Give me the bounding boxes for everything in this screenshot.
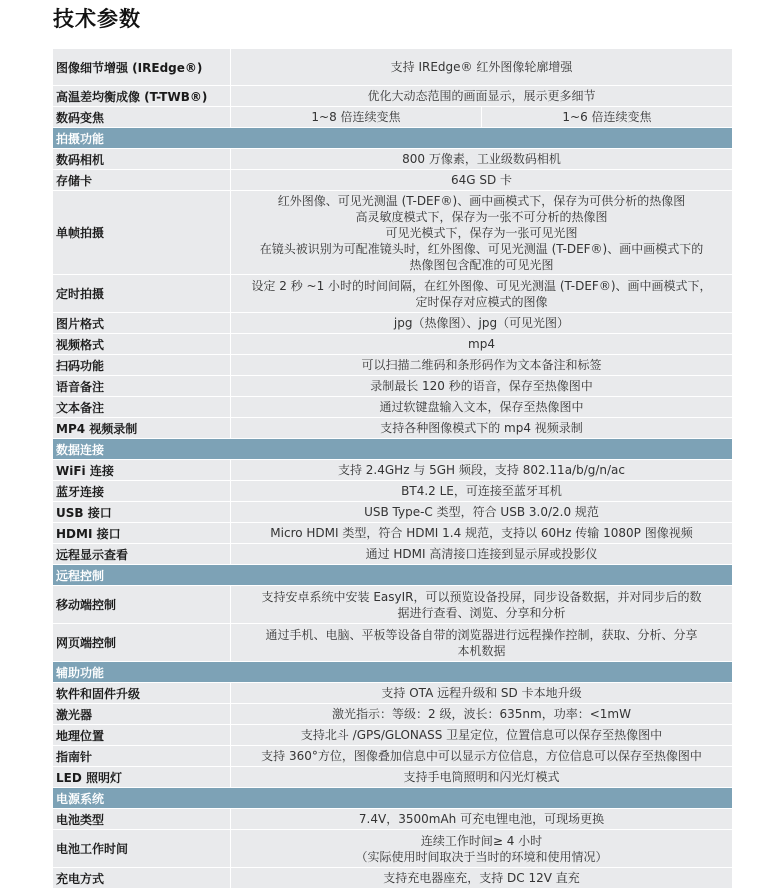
spec-label: 图片格式: [53, 313, 231, 333]
page-title: 技术参数: [53, 7, 141, 31]
spec-row-led: [53, 767, 732, 788]
spec-row-ttwb: [53, 86, 732, 107]
spec-value-model-a: 1~8 倍连续变焦: [311, 110, 401, 124]
spec-label: 地理位置: [53, 725, 231, 745]
spec-label: 远程显示查看: [53, 544, 231, 564]
spec-row-single-shot: [53, 191, 732, 275]
spec-row-remote-view: [53, 544, 732, 565]
spec-value: 支持 IREdge® 红外图像轮廓增强: [390, 60, 573, 74]
spec-value: 支持充电器座充，支持 DC 12V 直充: [383, 871, 580, 885]
spec-value-line: 设定 2 秒 ~1 小时的时间间隔，在红外图像、可见光测温 (T-DEF®)、画中画模式下，: [251, 278, 712, 293]
spec-label: 扫码功能: [53, 355, 231, 375]
spec-label: 电池类型: [53, 809, 231, 829]
spec-row-web-control: [53, 624, 732, 662]
spec-row-location: [53, 725, 732, 746]
spec-row-voice-note: [53, 376, 732, 397]
spec-table: [53, 49, 732, 889]
spec-label: 软件和固件升级: [53, 683, 231, 703]
spec-label: MP4 视频录制: [53, 418, 231, 438]
spec-row-runtime: [53, 830, 732, 868]
spec-value: 支持 2.4GHz 与 5GH 频段，支持 802.11a/b/g/n/ac: [337, 463, 626, 477]
spec-row-usb: [53, 502, 732, 523]
spec-row-wifi: [53, 460, 732, 481]
spec-label: 数码变焦: [53, 107, 231, 127]
spec-value: 优化大动态范围的画面显示，展示更多细节: [367, 89, 596, 103]
spec-value: 激光指示：等级：2 级，波长：635nm，功率：<1mW: [332, 707, 631, 721]
spec-value: 录制最长 120 秒的语音，保存至热像图中: [370, 379, 593, 393]
spec-row-timed-shot: [53, 275, 732, 313]
spec-label: USB 接口: [53, 502, 231, 522]
spec-value: BT4.2 LE，可连接至蓝牙耳机: [401, 484, 562, 498]
spec-row-zoom: [53, 107, 732, 128]
section-header-power: 电源系统: [53, 788, 732, 809]
spec-value-line: 本机数据: [457, 643, 506, 658]
spec-value: 支持北斗 /GPS/GLONASS 卫星定位，位置信息可以保存至热像图中: [300, 728, 663, 742]
spec-row-video-format: [53, 334, 732, 355]
spec-value: 7.4V，3500mAh 可充电锂电池，可现场更换: [358, 812, 605, 826]
spec-row-iredge: [53, 49, 732, 86]
spec-value: [231, 191, 732, 274]
spec-value-split: [231, 107, 732, 127]
spec-row-upgrade: [53, 683, 732, 704]
spec-value: [231, 586, 732, 623]
spec-value: 可以扫描二维码和条形码作为文本备注和标签: [361, 358, 602, 372]
spec-value: 64G SD 卡: [450, 173, 513, 187]
spec-value: USB Type-C 类型，符合 USB 3.0/2.0 规范: [364, 505, 599, 519]
spec-label: 单帧拍摄: [53, 191, 231, 274]
spec-label: 语音备注: [53, 376, 231, 396]
spec-row-bluetooth: [53, 481, 732, 502]
spec-value-model-b: 1~6 倍连续变焦: [481, 107, 732, 127]
spec-label: 移动端控制: [53, 586, 231, 623]
spec-label: 数码相机: [53, 149, 231, 169]
section-header-capture: 拍摄功能: [53, 128, 732, 149]
spec-value: [231, 624, 732, 661]
spec-value-line: 红外图像、可见光测温 (T-DEF®)、画中画模式下，保存为可供分析的热像图: [277, 193, 686, 208]
spec-row-image-format: [53, 313, 732, 334]
spec-row-charging: [53, 868, 732, 889]
spec-row-text-note: [53, 397, 732, 418]
spec-label: 指南针: [53, 746, 231, 766]
spec-row-scan: [53, 355, 732, 376]
spec-label: 图像细节增强 (IREdge®): [53, 49, 231, 85]
spec-row-mobile-control: [53, 586, 732, 624]
section-header-connectivity: 数据连接: [53, 439, 732, 460]
spec-value: 支持 OTA 远程升级和 SD 卡本地升级: [381, 686, 582, 700]
spec-label: 视频格式: [53, 334, 231, 354]
spec-value: Micro HDMI 类型，符合 HDMI 1.4 规范，支持以 60Hz 传输 1080P 图像视频: [270, 526, 693, 540]
spec-value: 支持各种图像模式下的 mp4 视频录制: [380, 421, 583, 435]
spec-label: LED 照明灯: [53, 767, 231, 787]
spec-label: 充电方式: [53, 868, 231, 888]
spec-value-line: 在镜头被识别为可配准镜头时，红外图像、可见光测温 (T-DEF®)、画中画模式下的: [259, 241, 704, 256]
spec-label: WiFi 连接: [53, 460, 231, 480]
spec-row-hdmi: [53, 523, 732, 544]
spec-value: [231, 830, 732, 867]
spec-label: 激光器: [53, 704, 231, 724]
spec-label: HDMI 接口: [53, 523, 231, 543]
spec-row-laser: [53, 704, 732, 725]
spec-label: 蓝牙连接: [53, 481, 231, 501]
spec-value-line: 可见光模式下，保存为一张可见光图: [385, 225, 578, 240]
spec-value: 800 万像素，工业级数码相机: [402, 152, 561, 166]
spec-row-mp4-record: [53, 418, 732, 439]
spec-value-line: 定时保存对应模式的图像: [415, 294, 548, 309]
spec-value-line: 连续工作时间≥ 4 小时: [420, 833, 543, 848]
spec-value: 通过 HDMI 高清接口连接到显示屏或投影仪: [365, 547, 598, 561]
spec-value: mp4: [468, 337, 495, 351]
spec-value: [231, 275, 732, 312]
spec-label: 电池工作时间: [53, 830, 231, 867]
spec-row-storage: [53, 170, 732, 191]
spec-value-line: 支持安卓系统中安装 EasyIR，可以预览设备投屏，同步设备数据，并对同步后的数: [261, 589, 702, 604]
spec-row-battery: [53, 809, 732, 830]
spec-row-camera: [53, 149, 732, 170]
spec-value-line: 通过手机、电脑、平板等设备自带的浏览器进行远程操作控制，获取、分析、分享: [265, 627, 698, 642]
spec-value: jpg（热像图）、jpg（可见光图）: [393, 316, 570, 330]
spec-value-line: （实际使用时间取决于当时的环境和使用情况）: [355, 849, 608, 864]
spec-value-line: 高灵敏度模式下，保存为一张不可分析的热像图: [355, 209, 608, 224]
spec-value: 支持手电筒照明和闪光灯模式: [403, 770, 560, 784]
spec-value-line: 据进行查看、浏览、分享和分析: [397, 605, 566, 620]
spec-value: 通过软键盘输入文本，保存至热像图中: [379, 400, 584, 414]
spec-label: 高温差均衡成像 (T-TWB®): [53, 86, 231, 106]
spec-value-line: 热像图包含配准的可见光图: [409, 257, 554, 272]
spec-label: 文本备注: [53, 397, 231, 417]
section-header-remote: 远程控制: [53, 565, 732, 586]
spec-value: 支持 360°方位，图像叠加信息中可以显示方位信息，方位信息可以保存至热像图中: [261, 749, 702, 763]
section-header-aux: 辅助功能: [53, 662, 732, 683]
spec-label: 存储卡: [53, 170, 231, 190]
spec-label: 网页端控制: [53, 624, 231, 661]
spec-label: 定时拍摄: [53, 275, 231, 312]
spec-row-compass: [53, 746, 732, 767]
